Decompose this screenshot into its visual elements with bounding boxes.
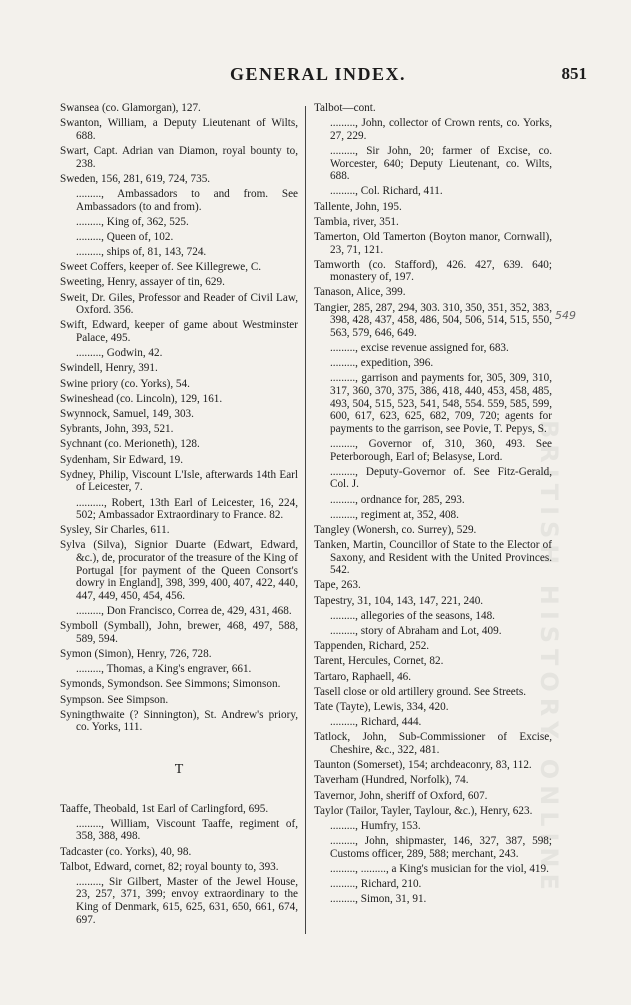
index-entry: Tate (Tayte), Lewis, 334, 420. <box>314 700 449 713</box>
index-entry: Tangley (Wonersh, co. Surrey), 529. <box>314 523 477 536</box>
index-entry: Tappenden, Richard, 252. <box>314 640 430 653</box>
index-entry: Tartaro, Raphaell, 46. <box>314 670 412 683</box>
index-entry: ........., ships of, 81, 143, 724. <box>76 246 207 259</box>
index-entry: Sydney, Philip, Viscount L'Isle, afterwards 14th Earl of Leicester, 7. <box>60 468 298 494</box>
index-entry: Talbot—cont. <box>314 102 376 114</box>
index-entry: Tallente, John, 195. <box>314 200 402 213</box>
index-entry: ........., William, Viscount Taaffe, regiment of, 358, 388, 498. <box>76 817 298 843</box>
index-entry: Taverham (Hundred, Norfolk), 74. <box>314 774 469 787</box>
index-entry: Symonds, Symondson. See Simmons; Simonson. <box>60 678 281 691</box>
index-entry: ........., Governor of, 310, 360, 493. See Peterborough, Earl of; Belasyse, Lord. <box>330 437 552 463</box>
index-entry: ........., Godwin, 42. <box>76 347 163 360</box>
index-entry: Taaffe, Theobald, 1st Earl of Carlingford, 695. <box>60 802 269 815</box>
index-entry: Swynnock, Samuel, 149, 303. <box>60 407 194 420</box>
index-entry: ........., Col. Richard, 411. <box>330 185 443 198</box>
index-entry: Tatlock, John, Sub-Commissioner of Excise, Cheshire, &c., 322, 481. <box>314 731 552 756</box>
index-entry: ........., excise revenue assigned for, 683. <box>330 342 509 355</box>
index-entry: Tarent, Hercules, Cornet, 82. <box>314 655 444 668</box>
column-divider <box>305 106 306 934</box>
index-entry: .........., Robert, 13th Earl of Leicester, 16, 224, 502; Ambassador Extraordinary to France. 82. <box>76 496 298 522</box>
index-entry: ........., Sir John, 20; farmer of Excise, co. Worcester, 640; Deputy Lieutenant, co. Wilts, 688. <box>330 144 552 183</box>
index-entry: ........., expedition, 396. <box>330 357 434 370</box>
index-entry: Sympson. See Simpson. <box>60 693 169 706</box>
t-entries <box>60 803 298 927</box>
index-entry: Tadcaster (co. Yorks), 40, 98. <box>60 845 192 858</box>
index-entry: ........., Queen of, 102. <box>76 230 174 243</box>
index-entry: Sybrants, John, 393, 521. <box>60 423 174 436</box>
index-entry: ........., Ambassadors to and from. See Ambassadors (to and from). <box>76 187 298 213</box>
index-entry: ........., garrison and payments for, 305, 309, 310, 317, 360, 370, 375, 386, 418, 440, 453, 458, 485, 493, 504, 515, 523, 541, 548, 554. 559, 585, 599, 600, 617, 623, 625, 682, 709, 720; agents for payments to the garrison, see Povie, T. Pepys, S. <box>330 372 552 435</box>
index-entry: ........., Richard, 210. <box>330 878 422 891</box>
s-entries <box>60 102 298 734</box>
index-entry: Swanton, William, a Deputy Lieutenant of Wilts, 688. <box>60 117 298 142</box>
section-letter-t: T <box>174 761 184 777</box>
index-entry: Symboll (Symball), John, brewer, 468, 497, 588, 589, 594. <box>60 620 298 645</box>
index-entry: ........., allegories of the seasons, 148. <box>330 609 495 622</box>
index-entry: ........., Sir Gilbert, Master of the Jewel House, 23, 257, 371, 399; envoy extraordinary to the King of Denmark, 615, 625, 631, 650, 661, 674, 697. <box>76 875 298 926</box>
index-entry: Symon (Simon), Henry, 726, 728. <box>60 648 212 660</box>
index-entry: Swine priory (co. Yorks), 54. <box>60 377 190 390</box>
index-entry: Taunton (Somerset), 154; archdeaconry, 83, 112. <box>314 759 532 772</box>
index-entry: Sylva (Silva), Signior Duarte (Edwart, Edward, &c.), de, procurator of the treasure of the King of Portugal [for payment of the Queen Consort's dowry in England], 398, 399, 400, 407, 422, 440, 447, 449, 450, 454, 456. <box>60 539 298 602</box>
handwritten-margin-note: 549 <box>555 309 576 322</box>
index-entry: ........., Deputy-Governor of. See Fitz-Gerald, Col. J. <box>330 465 552 491</box>
index-entry: ........., Richard, 444. <box>330 716 422 729</box>
index-entry: Tasell close or old artillery ground. See Streets. <box>314 685 527 698</box>
page-number: 851 <box>561 64 587 83</box>
index-entry: Sweden, 156, 281, 619, 724, 735. <box>60 172 211 185</box>
index-entry: Swift, Edward, keeper of game about Westminster Palace, 495. <box>60 319 298 345</box>
index-entry: Tape, 263. <box>314 579 361 592</box>
index-entry: Swineshead (co. Lincoln), 129, 161. <box>60 392 223 405</box>
page-header <box>0 58 631 82</box>
index-entry: ........., Humfry, 153. <box>330 819 421 832</box>
left-column <box>60 102 298 929</box>
watermark: BRITISH HISTORY ONLINE <box>535 420 563 896</box>
index-entry: ........., story of Abraham and Lot, 409. <box>330 625 502 638</box>
index-entry: Swart, Capt. Adrian van Diamon, royal bounty to, 238. <box>60 144 298 170</box>
index-entry: ........., John, collector of Crown rents, co. Yorks, 27, 229. <box>330 117 552 142</box>
index-entry: Tangier, 285, 287, 294, 303. 310, 350, 351, 352, 383, 398, 428, 437, 458, 486, 504, 506, 514, 515, 550, 563, 579, 646, 649. <box>314 301 552 339</box>
index-entry: ........., John, shipmaster, 146, 327, 387, 598; Customs officer, 289, 588; merchant, 243. <box>330 835 552 860</box>
index-entry: Tamerton, Old Tamerton (Boyton manor, Cornwall), 23, 71, 121. <box>314 230 552 256</box>
index-entry: Sysley, Sir Charles, 611. <box>60 524 170 537</box>
index-entry: Sweet Coffers, keeper of. See Killegrewe, C. <box>60 261 262 274</box>
index-entry: ........., King of, 362, 525. <box>76 215 189 228</box>
index-entry: ........., ordnance for, 285, 293. <box>330 493 465 506</box>
index-entry: Sychnant (co. Merioneth), 128. <box>60 438 200 451</box>
t-entries-continued <box>314 102 552 906</box>
index-entry: ........., regiment at, 352, 408. <box>330 508 459 521</box>
index-entry: Swindell, Henry, 391. <box>60 362 158 375</box>
index-entry: Syningthwaite (? Sinnington), St. Andrew's priory, co. Yorks, 111. <box>60 708 298 734</box>
index-entry: Swansea (co. Glamorgan), 127. <box>60 102 201 114</box>
index-entry: Talbot, Edward, cornet, 82; royal bounty to, 393. <box>60 860 279 873</box>
index-entry: Tapestry, 31, 104, 143, 147, 221, 240. <box>314 594 484 607</box>
index-entry: ........., Don Francisco, Correa de, 429, 431, 468. <box>76 605 292 618</box>
right-column <box>314 102 552 908</box>
page-title: GENERAL INDEX. <box>230 64 407 84</box>
index-entry: Tanason, Alice, 399. <box>314 286 406 299</box>
index-entry: Sweit, Dr. Giles, Professor and Reader of Civil Law, Oxford. 356. <box>60 291 298 317</box>
index-entry: Tamworth (co. Stafford), 426. 427, 639. 640; monastery of, 197. <box>314 258 552 284</box>
index-entry: Tavernor, John, sheriff of Oxford, 607. <box>314 789 488 802</box>
index-entry: Taylor (Tailor, Tayler, Taylour, &c.), Henry, 623. <box>314 804 533 817</box>
index-entry: ........., Simon, 31, 91. <box>330 893 427 906</box>
index-entry: Sweeting, Henry, assayer of tin, 629. <box>60 276 225 289</box>
index-entry: Sydenham, Sir Edward, 19. <box>60 453 184 466</box>
index-entry: ........., ........., a King's musician for the viol, 419. <box>330 862 549 875</box>
index-entry: Tanken, Martin, Councillor of State to the Elector of Saxony, and Resident with the United Provinces. 542. <box>314 539 552 577</box>
index-entry: ........., Thomas, a King's engraver, 661. <box>76 663 252 676</box>
index-entry: Tambia, river, 351. <box>314 215 399 228</box>
